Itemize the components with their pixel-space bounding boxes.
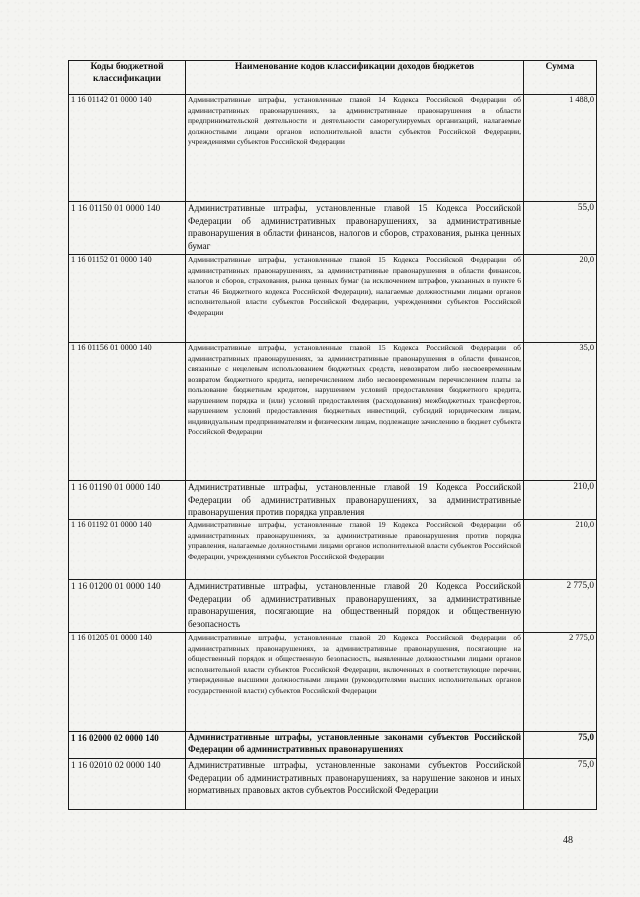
row-code: 1 16 01142 01 0000 140 xyxy=(69,95,186,202)
row-code: 1 16 02000 02 0000 140 xyxy=(69,732,186,759)
row-code: 1 16 01150 01 0000 140 xyxy=(69,202,186,255)
row-code: 1 16 01200 01 0000 140 xyxy=(69,580,186,633)
header-codes: Коды бюджетной классификации xyxy=(69,61,186,95)
row-name: Административные штрафы, установленные главой 15 Кодекса Российской Федерации об административных правонарушениях, за административные правонарушения в области финансов, связанные с нецелевым использованием бюджетных средств, невозвратом либо несвоевременным возвратом бюджетного кредита, неперечислением либо несвоевременным перечислением платы за пользование бюджетным кредитом, нарушением условий предоставления бюджетного кредита, нарушением порядка и (или) условий предоставления (расходования) межбюджетных трансфертов, нарушением условий предоставления бюджетных инвестиций, субсидий юридическим лицам, индивидуальным предпринимателям и физическим лицам, подлежащие зачислению в бюджет субъекта Российской Федерации xyxy=(186,343,524,481)
table-row xyxy=(69,520,597,580)
row-name: Административные штрафы, установленные главой 15 Кодекса Российской Федерации об административных правонарушениях, за административные правонарушения в области финансов, налогов и сборов, страхования, рынка ценных бумаг (за исключением штрафов, указанных в пункте 6 статьи 46 Бюджетного кодекса Российской Федерации), налагаемые должностными лицами органов исполнительной власти субъектов Российской Федерации, учреждениями субъектов Российской Федерации xyxy=(186,255,524,343)
page-number: 48 xyxy=(563,835,573,846)
header-sum: Сумма xyxy=(524,61,597,95)
row-sum: 210,0 xyxy=(524,481,597,520)
row-name: Административные штрафы, установленные главой 14 Кодекса Российской Федерации об административных правонарушениях, за административные правонарушения в области предпринимательской деятельности и деятельности саморегулируемых организаций, налагаемые должностными лицами органов исполнительной власти субъектов Российской Федерации, учреждениями субъектов Российской Федерации xyxy=(186,95,524,202)
table-row xyxy=(69,343,597,481)
header-name: Наименование кодов классификации доходов бюджетов xyxy=(186,61,524,95)
row-name: Административные штрафы, установленные законами субъектов Российской Федерации об административных правонарушениях, за нарушение законов и иных нормативных правовых актов субъектов Российской Федерации xyxy=(186,759,524,810)
row-name: Административные штрафы, установленные главой 15 Кодекса Российской Федерации об административных правонарушениях, за административные правонарушения в области финансов, налогов и сборов, страхования, рынка ценных бумаг xyxy=(186,202,524,255)
table-header-row xyxy=(69,61,597,95)
row-sum: 35,0 xyxy=(524,343,597,481)
row-name: Административные штрафы, установленные главой 20 Кодекса Российской Федерации об административных правонарушениях, за административные правонарушения, посягающие на общественный порядок и общественную безопасность xyxy=(186,580,524,633)
row-sum: 75,0 xyxy=(524,759,597,810)
row-sum: 20,0 xyxy=(524,255,597,343)
table-row xyxy=(69,633,597,732)
row-code: 1 16 01152 01 0000 140 xyxy=(69,255,186,343)
row-sum: 2 775,0 xyxy=(524,633,597,732)
row-code: 1 16 01190 01 0000 140 xyxy=(69,481,186,520)
row-name: Административные штрафы, установленные главой 19 Кодекса Российской Федерации об административных правонарушениях, за административные правонарушения против порядка управления, налагаемые должностными лицами органов исполнительной власти субъектов Российской Федерации, учреждениями субъектов Российской Федерации xyxy=(186,520,524,580)
budget-revenue-table xyxy=(68,60,597,810)
table-row xyxy=(69,481,597,520)
row-sum: 1 488,0 xyxy=(524,95,597,202)
table-row xyxy=(69,732,597,759)
row-name: Административные штрафы, установленные главой 19 Кодекса Российской Федерации об административных правонарушениях, за административные правонарушения против порядка управления xyxy=(186,481,524,520)
row-name: Административные штрафы, установленные главой 20 Кодекса Российской Федерации об административных правонарушениях, за административные правонарушения, посягающие на общественный порядок и общественную безопасность, выявленные должностными лицами органов исполнительной власти субъектов Российской Федерации, включенных в соответствующие перечни, утвержденные высшими должностными лицами (руководителями высших исполнительных органов государственной власти) субъектов Российской Федерации xyxy=(186,633,524,732)
row-code: 1 16 02010 02 0000 140 xyxy=(69,759,186,810)
row-code: 1 16 01192 01 0000 140 xyxy=(69,520,186,580)
row-code: 1 16 01156 01 0000 140 xyxy=(69,343,186,481)
table-row xyxy=(69,95,597,202)
row-code: 1 16 01205 01 0000 140 xyxy=(69,633,186,732)
table-row xyxy=(69,759,597,810)
row-name: Административные штрафы, установленные законами субъектов Российской Федерации об административных правонарушениях xyxy=(186,732,524,759)
row-sum: 210,0 xyxy=(524,520,597,580)
row-sum: 2 775,0 xyxy=(524,580,597,633)
row-sum: 75,0 xyxy=(524,732,597,759)
row-sum: 55,0 xyxy=(524,202,597,255)
table-row xyxy=(69,580,597,633)
table-row xyxy=(69,255,597,343)
table-row xyxy=(69,202,597,255)
